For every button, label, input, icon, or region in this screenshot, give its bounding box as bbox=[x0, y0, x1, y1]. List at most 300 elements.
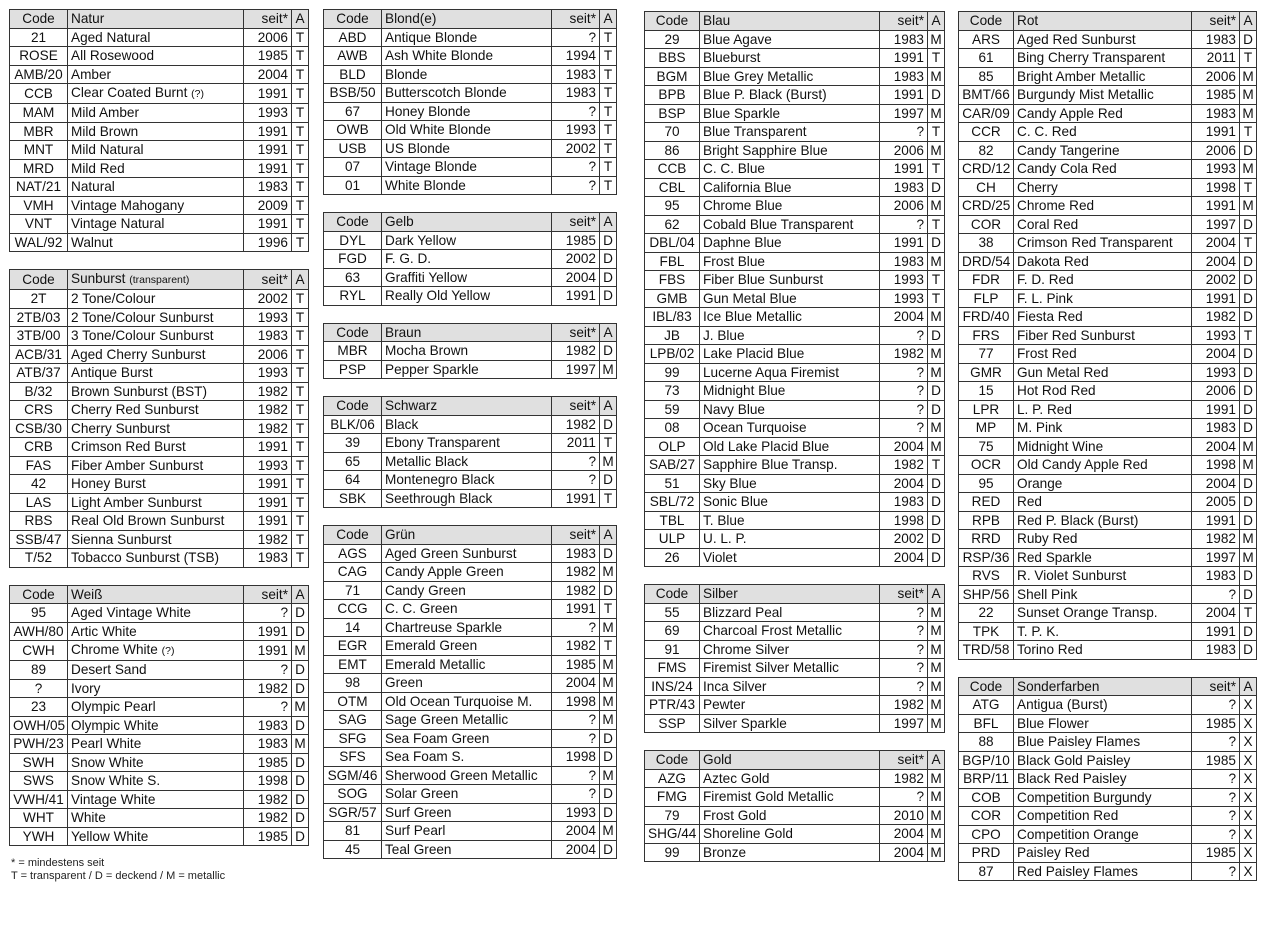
name-cell bbox=[700, 30, 880, 49]
year-cell-text: 1991 bbox=[1205, 290, 1236, 306]
name-cell-text: Gun Metal Red bbox=[1017, 364, 1109, 380]
table-row bbox=[645, 326, 945, 345]
table-row bbox=[10, 604, 309, 623]
year-cell bbox=[244, 512, 292, 531]
header-seit bbox=[552, 323, 600, 342]
year-cell bbox=[244, 661, 292, 680]
type-cell-text: T bbox=[1243, 327, 1253, 343]
name-cell bbox=[700, 67, 880, 86]
type-cell bbox=[292, 233, 309, 252]
name-cell bbox=[1014, 825, 1192, 844]
header-title bbox=[1014, 677, 1192, 696]
code-cell bbox=[10, 753, 68, 772]
type-cell bbox=[600, 47, 617, 66]
name-cell-text: Burgundy Mist Metallic bbox=[1017, 87, 1154, 103]
table-row bbox=[10, 327, 309, 346]
type-cell bbox=[600, 563, 617, 582]
year-cell bbox=[880, 382, 928, 401]
code-cell-text: BLK/06 bbox=[330, 416, 375, 432]
header-seit bbox=[552, 526, 600, 545]
name-cell bbox=[68, 772, 244, 791]
type-cell bbox=[928, 530, 945, 549]
column-4 bbox=[958, 11, 1257, 898]
type-cell-text: M bbox=[930, 604, 942, 620]
table-row bbox=[645, 86, 945, 105]
type-cell-text: T bbox=[603, 638, 613, 654]
name-cell-text: Old White Blonde bbox=[385, 122, 491, 138]
name-cell bbox=[1014, 252, 1192, 271]
year-cell bbox=[552, 28, 600, 47]
name-cell bbox=[382, 711, 552, 730]
year-cell bbox=[1192, 345, 1240, 364]
table-row bbox=[645, 345, 945, 364]
year-cell bbox=[244, 475, 292, 494]
year-cell bbox=[1192, 788, 1240, 807]
type-cell bbox=[928, 769, 945, 788]
year-cell bbox=[244, 790, 292, 809]
name-cell bbox=[1014, 548, 1192, 567]
name-cell bbox=[700, 252, 880, 271]
name-cell bbox=[700, 86, 880, 105]
type-cell-text: D bbox=[1243, 346, 1253, 362]
code-cell-text: 82 bbox=[978, 142, 994, 158]
code-cell-text: 81 bbox=[344, 823, 361, 839]
code-cell-text: PWH/23 bbox=[13, 736, 64, 752]
header-seit bbox=[552, 10, 600, 29]
code-cell-text: MP bbox=[975, 420, 997, 436]
table-row bbox=[959, 345, 1257, 364]
name-cell bbox=[700, 308, 880, 327]
year-cell bbox=[244, 641, 292, 661]
name-cell-text: Real Old Brown Sunburst bbox=[71, 513, 225, 529]
code-cell bbox=[10, 493, 68, 512]
code-cell-text: OWB bbox=[336, 122, 369, 138]
code-cell bbox=[959, 807, 1014, 826]
code-cell-text: 65 bbox=[344, 453, 361, 469]
name-cell bbox=[68, 233, 244, 252]
name-cell bbox=[68, 364, 244, 383]
code-cell-text: 77 bbox=[978, 346, 994, 362]
header-code bbox=[645, 12, 700, 31]
table-row bbox=[959, 696, 1257, 715]
code-cell-text: WHT bbox=[23, 810, 54, 826]
year-cell-text: 2004 bbox=[1205, 235, 1236, 251]
name-cell-text: Walnut bbox=[71, 234, 113, 250]
type-cell-text: M bbox=[930, 420, 942, 436]
year-cell bbox=[552, 102, 600, 121]
code-cell-text: FLP bbox=[973, 290, 999, 306]
name-cell-text: Navy Blue bbox=[703, 401, 765, 417]
year-cell-text: 1991 bbox=[565, 288, 596, 304]
year-cell bbox=[1192, 419, 1240, 438]
year-cell bbox=[880, 215, 928, 234]
year-cell bbox=[880, 474, 928, 493]
name-cell-text: Red Paisley Flames bbox=[1017, 863, 1138, 879]
name-cell bbox=[382, 452, 552, 471]
name-cell bbox=[68, 345, 244, 364]
header-code bbox=[959, 677, 1014, 696]
table-row bbox=[959, 474, 1257, 493]
year-cell bbox=[1192, 493, 1240, 512]
code-cell-text: COB bbox=[971, 789, 1001, 805]
name-cell-text: Frost Blue bbox=[703, 253, 765, 269]
type-cell-text: D bbox=[1243, 290, 1253, 306]
year-cell-text: 1983 bbox=[565, 85, 596, 101]
code-cell-text: VWH/41 bbox=[13, 791, 64, 807]
year-cell bbox=[552, 268, 600, 287]
year-cell-text: 1983 bbox=[893, 494, 924, 510]
year-cell-text: 2004 bbox=[565, 675, 596, 691]
table-row bbox=[645, 677, 945, 696]
name-cell bbox=[700, 271, 880, 290]
type-cell bbox=[1240, 160, 1257, 179]
year-cell-text: 1982 bbox=[893, 346, 924, 362]
type-cell bbox=[928, 696, 945, 715]
code-cell bbox=[645, 123, 700, 142]
name-cell bbox=[1014, 493, 1192, 512]
year-cell-text: 2006 bbox=[893, 142, 924, 158]
code-cell-text: 95 bbox=[664, 198, 680, 214]
table-row bbox=[959, 67, 1257, 86]
type-cell-text: D bbox=[1243, 475, 1253, 491]
name-cell-text: Emerald Green bbox=[385, 638, 478, 654]
name-cell-text: Competition Red bbox=[1017, 808, 1119, 824]
name-cell bbox=[1014, 788, 1192, 807]
year-cell bbox=[552, 47, 600, 66]
type-cell-text: D bbox=[1243, 586, 1253, 602]
type-cell bbox=[1240, 197, 1257, 216]
year-cell bbox=[244, 735, 292, 754]
type-cell bbox=[928, 400, 945, 419]
name-cell-text: Firemist Gold Metallic bbox=[703, 789, 834, 805]
type-cell-text: T bbox=[295, 179, 305, 195]
code-cell-text: BPB bbox=[658, 87, 686, 103]
name-cell-text: Vintage Natural bbox=[71, 216, 165, 232]
type-cell-text: D bbox=[295, 605, 305, 621]
type-cell-text: M bbox=[602, 361, 614, 377]
type-cell bbox=[292, 104, 309, 123]
year-cell-text: 1991 bbox=[893, 50, 924, 66]
table-row bbox=[324, 176, 617, 195]
type-cell-text: M bbox=[1242, 457, 1254, 473]
header-code-label: Code bbox=[336, 398, 369, 414]
year-cell bbox=[1192, 49, 1240, 68]
name-cell bbox=[68, 512, 244, 531]
year-cell bbox=[880, 659, 928, 678]
header-a bbox=[292, 270, 309, 290]
year-cell bbox=[552, 711, 600, 730]
code-cell-text: 63 bbox=[344, 269, 361, 285]
table-row bbox=[645, 530, 945, 549]
table-row bbox=[959, 844, 1257, 863]
type-cell bbox=[928, 67, 945, 86]
name-cell-text: Blue Flower bbox=[1017, 715, 1089, 731]
table-row bbox=[10, 159, 309, 178]
type-cell-text: D bbox=[1243, 512, 1253, 528]
header-a-label: A bbox=[295, 272, 305, 287]
type-cell-text: M bbox=[294, 643, 306, 658]
year-cell bbox=[1192, 733, 1240, 752]
table-row bbox=[959, 493, 1257, 512]
name-cell-text: Sky Blue bbox=[703, 475, 757, 491]
year-cell-text: 1998 bbox=[565, 693, 596, 709]
year-cell bbox=[244, 753, 292, 772]
name-cell bbox=[382, 342, 552, 361]
name-cell-text: Desert Sand bbox=[71, 662, 147, 678]
table-row bbox=[645, 178, 945, 197]
year-cell-text: 1991 bbox=[257, 476, 288, 492]
name-cell bbox=[68, 827, 244, 846]
type-cell bbox=[600, 692, 617, 711]
table-row bbox=[324, 250, 617, 269]
table-row bbox=[324, 268, 617, 287]
type-cell bbox=[292, 382, 309, 401]
year-cell-text: 1982 bbox=[565, 638, 596, 654]
type-cell-text: X bbox=[1243, 863, 1253, 879]
type-cell bbox=[1240, 400, 1257, 419]
code-cell-text: 01 bbox=[344, 177, 361, 193]
table-row bbox=[10, 364, 309, 383]
year-cell-text: 1993 bbox=[257, 365, 288, 381]
year-cell-text: 1991 bbox=[257, 643, 288, 658]
table-header-row bbox=[959, 12, 1257, 31]
table-row bbox=[645, 437, 945, 456]
year-cell bbox=[552, 618, 600, 637]
type-cell bbox=[928, 493, 945, 512]
code-cell-text: AWB bbox=[337, 48, 368, 64]
type-cell-text: M bbox=[930, 253, 942, 269]
type-cell-text: D bbox=[295, 680, 305, 696]
code-cell bbox=[10, 827, 68, 846]
header-seit bbox=[1192, 12, 1240, 31]
type-cell-text: T bbox=[603, 29, 613, 45]
code-cell bbox=[645, 178, 700, 197]
code-cell-text: TRD/58 bbox=[962, 642, 1010, 658]
code-cell-text: 86 bbox=[664, 142, 680, 158]
code-cell-text: 07 bbox=[344, 159, 361, 175]
header-seit-label: seit* bbox=[897, 13, 924, 29]
table-row bbox=[645, 382, 945, 401]
code-cell bbox=[10, 122, 68, 141]
header-code bbox=[10, 270, 68, 290]
table-row bbox=[959, 585, 1257, 604]
name-cell-text: Graffiti Yellow bbox=[385, 269, 468, 285]
name-cell bbox=[1014, 345, 1192, 364]
type-cell-text: D bbox=[603, 804, 613, 820]
year-cell-text: 1982 bbox=[565, 564, 596, 580]
code-cell-text: GMR bbox=[970, 364, 1002, 380]
code-cell-text: TPK bbox=[972, 623, 1000, 639]
code-cell bbox=[324, 360, 382, 379]
type-cell bbox=[1240, 585, 1257, 604]
code-cell bbox=[645, 326, 700, 345]
name-cell-text: Natural bbox=[71, 179, 115, 195]
year-cell-text: 1982 bbox=[565, 416, 596, 432]
year-cell-text: ? bbox=[916, 660, 924, 676]
code-cell-text: FMG bbox=[656, 789, 688, 805]
type-cell-text: D bbox=[603, 749, 613, 765]
type-cell bbox=[1240, 714, 1257, 733]
year-cell-text: ? bbox=[588, 103, 596, 119]
code-cell bbox=[10, 790, 68, 809]
type-cell-text: T bbox=[931, 50, 941, 66]
type-cell-text: D bbox=[295, 810, 305, 826]
code-cell-text: OTM bbox=[337, 693, 368, 709]
name-cell-text: U. L. P. bbox=[703, 531, 747, 547]
code-cell bbox=[324, 748, 382, 767]
table-row bbox=[324, 121, 617, 140]
name-cell bbox=[1014, 530, 1192, 549]
type-cell-text: D bbox=[603, 472, 613, 488]
color-table-blau bbox=[644, 11, 945, 567]
year-cell-text: 1983 bbox=[1205, 105, 1236, 121]
name-cell-text: Mocha Brown bbox=[385, 343, 469, 359]
type-cell bbox=[292, 345, 309, 364]
name-cell-text: Firemist Silver Metallic bbox=[703, 660, 839, 676]
name-cell-text: Torino Red bbox=[1017, 642, 1083, 658]
name-cell-text: Chartreuse Sparkle bbox=[385, 619, 503, 635]
code-cell-text: AGS bbox=[338, 545, 367, 561]
name-cell-text: Antigua (Burst) bbox=[1017, 697, 1108, 713]
table-row bbox=[959, 622, 1257, 641]
type-cell-text: M bbox=[930, 770, 942, 786]
table-row bbox=[959, 419, 1257, 438]
type-cell bbox=[292, 215, 309, 234]
year-cell bbox=[552, 655, 600, 674]
year-cell-text: ? bbox=[280, 662, 288, 678]
code-cell bbox=[959, 104, 1014, 123]
type-cell-text: D bbox=[931, 475, 941, 491]
table-row bbox=[10, 790, 309, 809]
table-row bbox=[324, 471, 617, 490]
type-cell-text: T bbox=[1243, 605, 1253, 621]
type-cell-text: T bbox=[1243, 235, 1253, 251]
table-row bbox=[324, 692, 617, 711]
type-cell bbox=[1240, 604, 1257, 623]
type-cell bbox=[600, 158, 617, 177]
year-cell bbox=[1192, 770, 1240, 789]
code-cell-text: USB bbox=[338, 140, 367, 156]
code-cell-text: ACB/31 bbox=[15, 346, 62, 362]
table-row bbox=[324, 287, 617, 306]
year-cell-text: 2004 bbox=[1205, 475, 1236, 491]
table-row bbox=[324, 544, 617, 563]
code-cell-text: AWH/80 bbox=[13, 623, 64, 639]
table-header-row bbox=[10, 585, 309, 604]
code-cell bbox=[10, 28, 68, 47]
name-cell bbox=[382, 618, 552, 637]
table-row bbox=[10, 84, 309, 104]
year-cell-text: 2004 bbox=[565, 841, 596, 857]
name-cell-text: Bright Sapphire Blue bbox=[703, 142, 828, 158]
code-cell bbox=[645, 382, 700, 401]
type-cell-text: T bbox=[603, 177, 613, 193]
name-cell bbox=[1014, 770, 1192, 789]
code-cell bbox=[959, 271, 1014, 290]
type-cell bbox=[600, 471, 617, 490]
table-row bbox=[10, 438, 309, 457]
table-row bbox=[324, 231, 617, 250]
name-cell bbox=[68, 753, 244, 772]
type-cell-text: M bbox=[602, 712, 614, 728]
name-cell bbox=[68, 438, 244, 457]
name-cell bbox=[68, 456, 244, 475]
code-cell bbox=[959, 382, 1014, 401]
code-cell bbox=[959, 234, 1014, 253]
year-cell-text: 1991 bbox=[1205, 512, 1236, 528]
header-title bbox=[382, 213, 552, 232]
code-cell bbox=[645, 234, 700, 253]
type-cell-text: T bbox=[295, 439, 305, 455]
name-cell bbox=[1014, 86, 1192, 105]
name-cell-text: Crimson Red Burst bbox=[71, 439, 186, 455]
type-cell bbox=[600, 342, 617, 361]
code-cell bbox=[10, 382, 68, 401]
year-cell-text: 1998 bbox=[1205, 179, 1236, 195]
name-cell bbox=[1014, 622, 1192, 641]
header-seit-label: seit* bbox=[569, 398, 596, 414]
year-cell-text: ? bbox=[588, 159, 596, 175]
year-cell bbox=[880, 289, 928, 308]
year-cell bbox=[880, 67, 928, 86]
table-row bbox=[324, 803, 617, 822]
name-cell-text: Mild Natural bbox=[71, 142, 144, 158]
type-cell-text: D bbox=[603, 416, 613, 432]
name-cell-text: Candy Apple Red bbox=[1017, 105, 1123, 121]
year-cell-text: 1993 bbox=[1205, 364, 1236, 380]
type-cell-text: M bbox=[602, 693, 614, 709]
code-cell-text: MRD bbox=[23, 160, 54, 176]
year-cell-text: 1983 bbox=[1205, 568, 1236, 584]
footnote bbox=[11, 857, 225, 883]
header-code bbox=[959, 12, 1014, 31]
code-cell-text: FBS bbox=[658, 272, 686, 288]
type-cell-text: D bbox=[931, 179, 941, 195]
code-cell bbox=[324, 785, 382, 804]
year-cell bbox=[880, 400, 928, 419]
table-row bbox=[959, 548, 1257, 567]
header-code-label: Code bbox=[336, 324, 369, 340]
year-cell bbox=[552, 822, 600, 841]
code-cell bbox=[324, 600, 382, 619]
header-code bbox=[324, 323, 382, 342]
code-cell-text: 15 bbox=[978, 383, 994, 399]
type-cell bbox=[292, 772, 309, 791]
code-cell bbox=[324, 158, 382, 177]
table-row bbox=[959, 363, 1257, 382]
table-row bbox=[959, 641, 1257, 660]
name-cell-text: Black bbox=[385, 416, 419, 432]
name-cell bbox=[1014, 400, 1192, 419]
table-row bbox=[324, 158, 617, 177]
table-row bbox=[645, 271, 945, 290]
name-cell-text: T. Blue bbox=[703, 512, 745, 528]
year-cell-text: 1982 bbox=[1205, 531, 1236, 547]
code-cell-text: CRD/25 bbox=[962, 198, 1011, 214]
code-cell-text: BBS bbox=[658, 50, 686, 66]
year-cell bbox=[244, 122, 292, 141]
code-cell-text: OLP bbox=[658, 438, 686, 454]
year-cell bbox=[880, 86, 928, 105]
year-cell bbox=[552, 581, 600, 600]
year-cell bbox=[244, 178, 292, 197]
type-cell-text: M bbox=[1242, 531, 1254, 547]
column-2 bbox=[323, 9, 617, 876]
name-cell bbox=[68, 327, 244, 346]
code-cell-text: MAM bbox=[22, 105, 55, 121]
name-cell-text: Red Sparkle bbox=[1017, 549, 1092, 565]
year-cell bbox=[880, 345, 928, 364]
